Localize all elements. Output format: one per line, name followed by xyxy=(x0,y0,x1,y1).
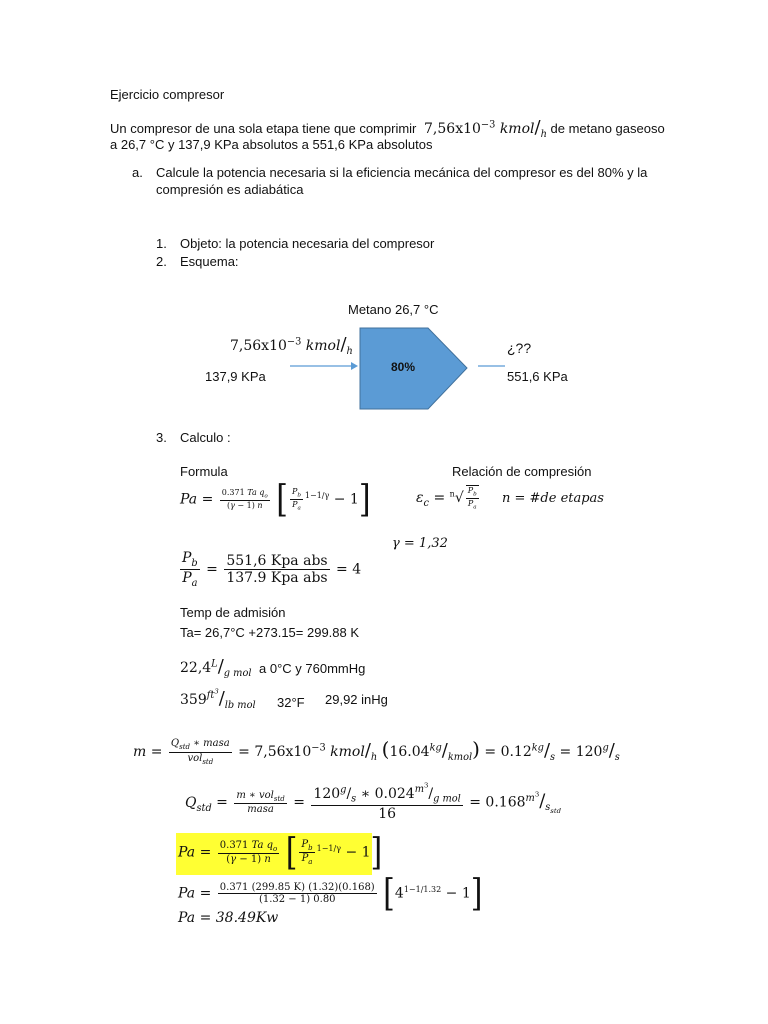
qstd-equation: $Q_{std}$ = $\frac{m ∗ vol_{std}}{\text{masa}}$ = $\frac{120^g/_s ∗ 0.024^{m^3}/_{g mol}}{16}$ = $0.168^{m^3}/_{s_{std}}$ xyxy=(185,782,561,822)
compression-ratio-formula: $\varepsilon_c = ^n√$ $\frac{P_b}{P_a}$ xyxy=(416,486,477,511)
item-a-line-2: compresión es adiabática xyxy=(156,182,304,197)
item-a-line-1: Calcule la potencia necesaria si la eficiencia mecánica del compresor es del 80% y la xyxy=(156,165,648,180)
qstd-result: = 0.168 xyxy=(469,794,526,811)
diagram-top-label: Metano 26,7 °C xyxy=(348,302,439,317)
intro-text-b: de metano gaseoso xyxy=(550,121,665,136)
step-1-text: Objeto: la potencia necesaria del compresor xyxy=(180,236,435,251)
outlet-unknown: ¿?? xyxy=(507,340,532,356)
ratio-numerator: 551,6 Kpa abs xyxy=(226,552,328,569)
relation-heading: Relación de compresión xyxy=(452,464,592,479)
intro-flow-unit-den: h xyxy=(540,128,547,140)
intro-flow-exp: −3 xyxy=(480,119,496,131)
temp-heading: Temp de admisión xyxy=(180,605,286,620)
intro-flow: $7,56x10^{-3}$ kmol/$_h$ xyxy=(424,117,547,140)
temp-line: Ta= 26,7°C +273.15= 299.88 K xyxy=(180,625,360,640)
diagram-inlet-unit-num: kmol xyxy=(305,338,341,354)
std-volume-si: $22,4^L/_{g mol}$ xyxy=(180,656,252,679)
diagram-inlet-flow-value: 7,56x10 xyxy=(230,338,287,354)
stages-definition: n = #de etapas xyxy=(502,491,604,506)
mass-flow-equation: m = $\frac{Q_{std} ∗ masa}{vol_{std}}$ = $7,56x10^{-3}$ kmol/$_h$ $(16.04^{kg}/_{kmol}) = 0.12^{kg}/_s = 120^g/_s$ xyxy=(133,737,620,766)
substitution-denominator: (1.32 − 1) 0.80 xyxy=(258,894,336,905)
mass-flow-kg: = 0.12 xyxy=(484,744,532,760)
step-1-marker: 1. xyxy=(156,236,167,251)
intro-flow-unit-num: kmol xyxy=(499,121,535,137)
qstd-num-b: ∗ 0.024 xyxy=(360,785,415,802)
step-3-marker: 3. xyxy=(156,430,167,445)
intro-text-a: Un compresor de una sola etapa tiene que comprimir xyxy=(110,121,417,136)
substitution-numerator: 0.371 (299.85 K) (1.32)(0.168) xyxy=(219,881,375,893)
mass-flow-exp: −3 xyxy=(311,742,326,754)
power-formula: Pa = $\frac{0.371 Ta q_o}{(\gamma - 1) n}$ [ $\frac{P_b}{P_a}$ $^{1-1/\gamma}$ − 1] xyxy=(180,477,371,522)
substitution-exponent: 1.32 xyxy=(423,884,442,894)
item-a-marker: a. xyxy=(132,165,143,180)
qstd-num-a: 120 xyxy=(313,785,341,802)
diagram-inlet-flow: $7,56x10^{-3}$ kmol/$_h$ xyxy=(230,334,353,357)
pressure-ratio: $\frac{P_b}{P_a}$ = $\frac{\text{551,6 Kpa abs}}{\text{137.9 Kpa abs}}$ = 4 xyxy=(182,550,362,589)
power-substitution: Pa = $\frac{0.371 (299.85 K) (1.32)(0.168)}{(1.32 - 1) 0.80}$ $[4^{1-1/1.32} - 1]$ xyxy=(178,871,483,916)
molar-mass: 16.04 xyxy=(389,744,430,760)
power-formula-highlighted: Pa = $\frac{0.371 Ta q_o}{(\gamma - 1) n}$ [ $\frac{P_b}{P_a}$ $^{1-1/\gamma}$ − 1] xyxy=(178,830,383,875)
step-2-marker: 2. xyxy=(156,254,167,269)
step-3-text: Calculo : xyxy=(180,430,231,445)
diagram-inlet-unit-den: h xyxy=(346,345,353,357)
qstd-den: 16 xyxy=(378,805,397,822)
diagram-inlet-pressure: 137,9 KPa xyxy=(205,369,266,384)
ratio-result: = 4 xyxy=(336,561,362,578)
intro-flow-value: 7,56x10 xyxy=(424,121,481,137)
std-volume-eng-value: 359 xyxy=(180,692,207,708)
std-volume-si-value: 22,4 xyxy=(180,660,212,676)
std-pressure-eng: 29,92 inHg xyxy=(325,692,388,707)
compressor-efficiency: 80% xyxy=(391,360,416,374)
formula-heading: Formula xyxy=(180,464,228,479)
std-conditions-si: a 0°C y 760mmHg xyxy=(259,661,366,676)
std-volume-eng: $359^{ft^3}/_{lb mol}$ xyxy=(180,688,256,711)
ratio-denominator: 137.9 Kpa abs xyxy=(226,570,328,587)
intro-line-2: a 26,7 °C y 137,9 KPa absolutos a 551,6 KPa absolutos xyxy=(110,137,433,152)
diagram-inlet-flow-exp: −3 xyxy=(286,336,302,348)
inlet-arrow-head xyxy=(351,362,358,370)
std-temp-eng: 32°F xyxy=(277,695,305,710)
page-title: Ejercicio compresor xyxy=(110,87,225,102)
mass-flow-expr: = 7,56x10 xyxy=(238,744,312,760)
outlet-pressure: 551,6 KPa xyxy=(507,369,568,384)
mass-flow-g: = 120 xyxy=(559,744,603,760)
power-result: Pa = 38.49Kw xyxy=(178,910,279,926)
step-2-text: Esquema: xyxy=(180,254,239,269)
gamma-value: γ = 1,32 xyxy=(392,536,448,551)
